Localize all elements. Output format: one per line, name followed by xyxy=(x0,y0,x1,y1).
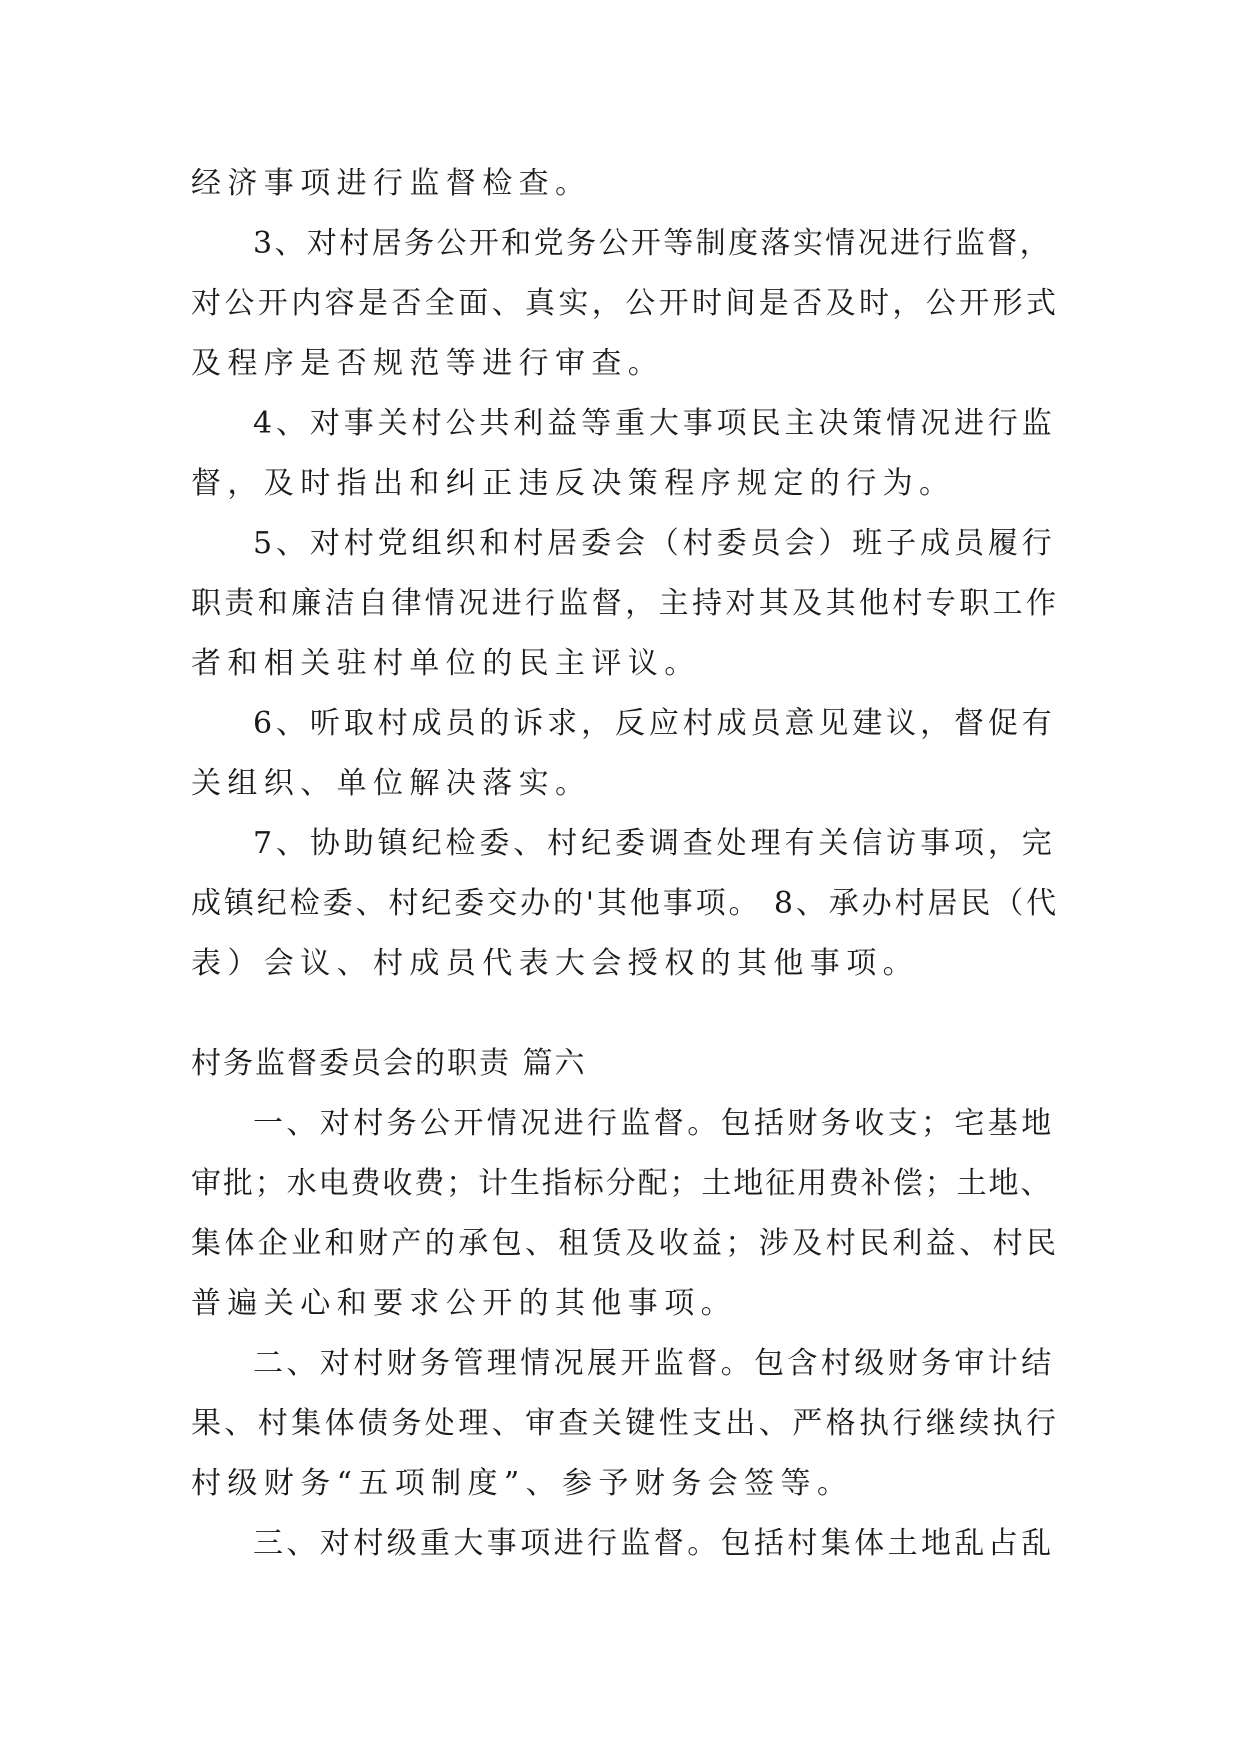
text-line: 5、对村党组织和村居委会（村委员会）班子成员履行 xyxy=(253,526,1056,561)
text-line: 二、对村财务管理情况展开监督。包含村级财务审计结 xyxy=(253,1346,1055,1381)
text-line: 对公开内容是否全面、真实，公开时间是否及时，公开形式 xyxy=(191,286,1060,321)
text-line: 6、听取村成员的诉求，反应村成员意见建议，督促有 xyxy=(253,706,1056,741)
text-line: 4、对事关村公共利益等重大事项民主决策情况进行监 xyxy=(253,406,1056,441)
text-line: 7、协助镇纪检委、村纪委调查处理有关信访事项，完 xyxy=(253,826,1056,861)
text-line: 关组织、单位解决落实。 xyxy=(191,766,592,801)
text-line: 村级财务“五项制度”、参予财务会签等。 xyxy=(191,1466,854,1501)
text-line: 一、对村务公开情况进行监督。包括财务收支；宅基地 xyxy=(253,1106,1055,1141)
text-line: 督，及时指出和纠正违反决策程序规定的行为。 xyxy=(191,466,956,501)
text-line: 集体企业和财产的承包、租赁及收益；涉及村民利益、村民 xyxy=(191,1226,1060,1261)
section-heading: 村务监督委员会的职责 篇六 xyxy=(191,1046,587,1081)
text-line: 果、村集体债务处理、审查关键性支出、严格执行继续执行 xyxy=(191,1406,1060,1441)
text-line: 表）会议、村成员代表大会授权的其他事项。 xyxy=(191,946,919,981)
text-line: 成镇纪检委、村纪委交办的'其他事项。 8、承办村居民（代 xyxy=(191,886,1060,921)
text-line: 职责和廉洁自律情况进行监督，主持对其及其他村专职工作 xyxy=(191,586,1060,621)
text-line: 三、对村级重大事项进行监督。包括村集体土地乱占乱 xyxy=(253,1526,1055,1561)
text-line: 经济事项进行监督检查。 xyxy=(191,166,592,201)
text-line: 者和相关驻村单位的民主评议。 xyxy=(191,646,701,681)
text-line: 审批；水电费收费；计生指标分配；土地征用费补偿；土地、 xyxy=(191,1166,1053,1201)
text-line: 及程序是否规范等进行审查。 xyxy=(191,346,665,381)
text-line: 3、对村居务公开和党务公开等制度落实情况进行监督， xyxy=(253,226,1053,261)
text-line: 普遍关心和要求公开的其他事项。 xyxy=(191,1286,737,1321)
